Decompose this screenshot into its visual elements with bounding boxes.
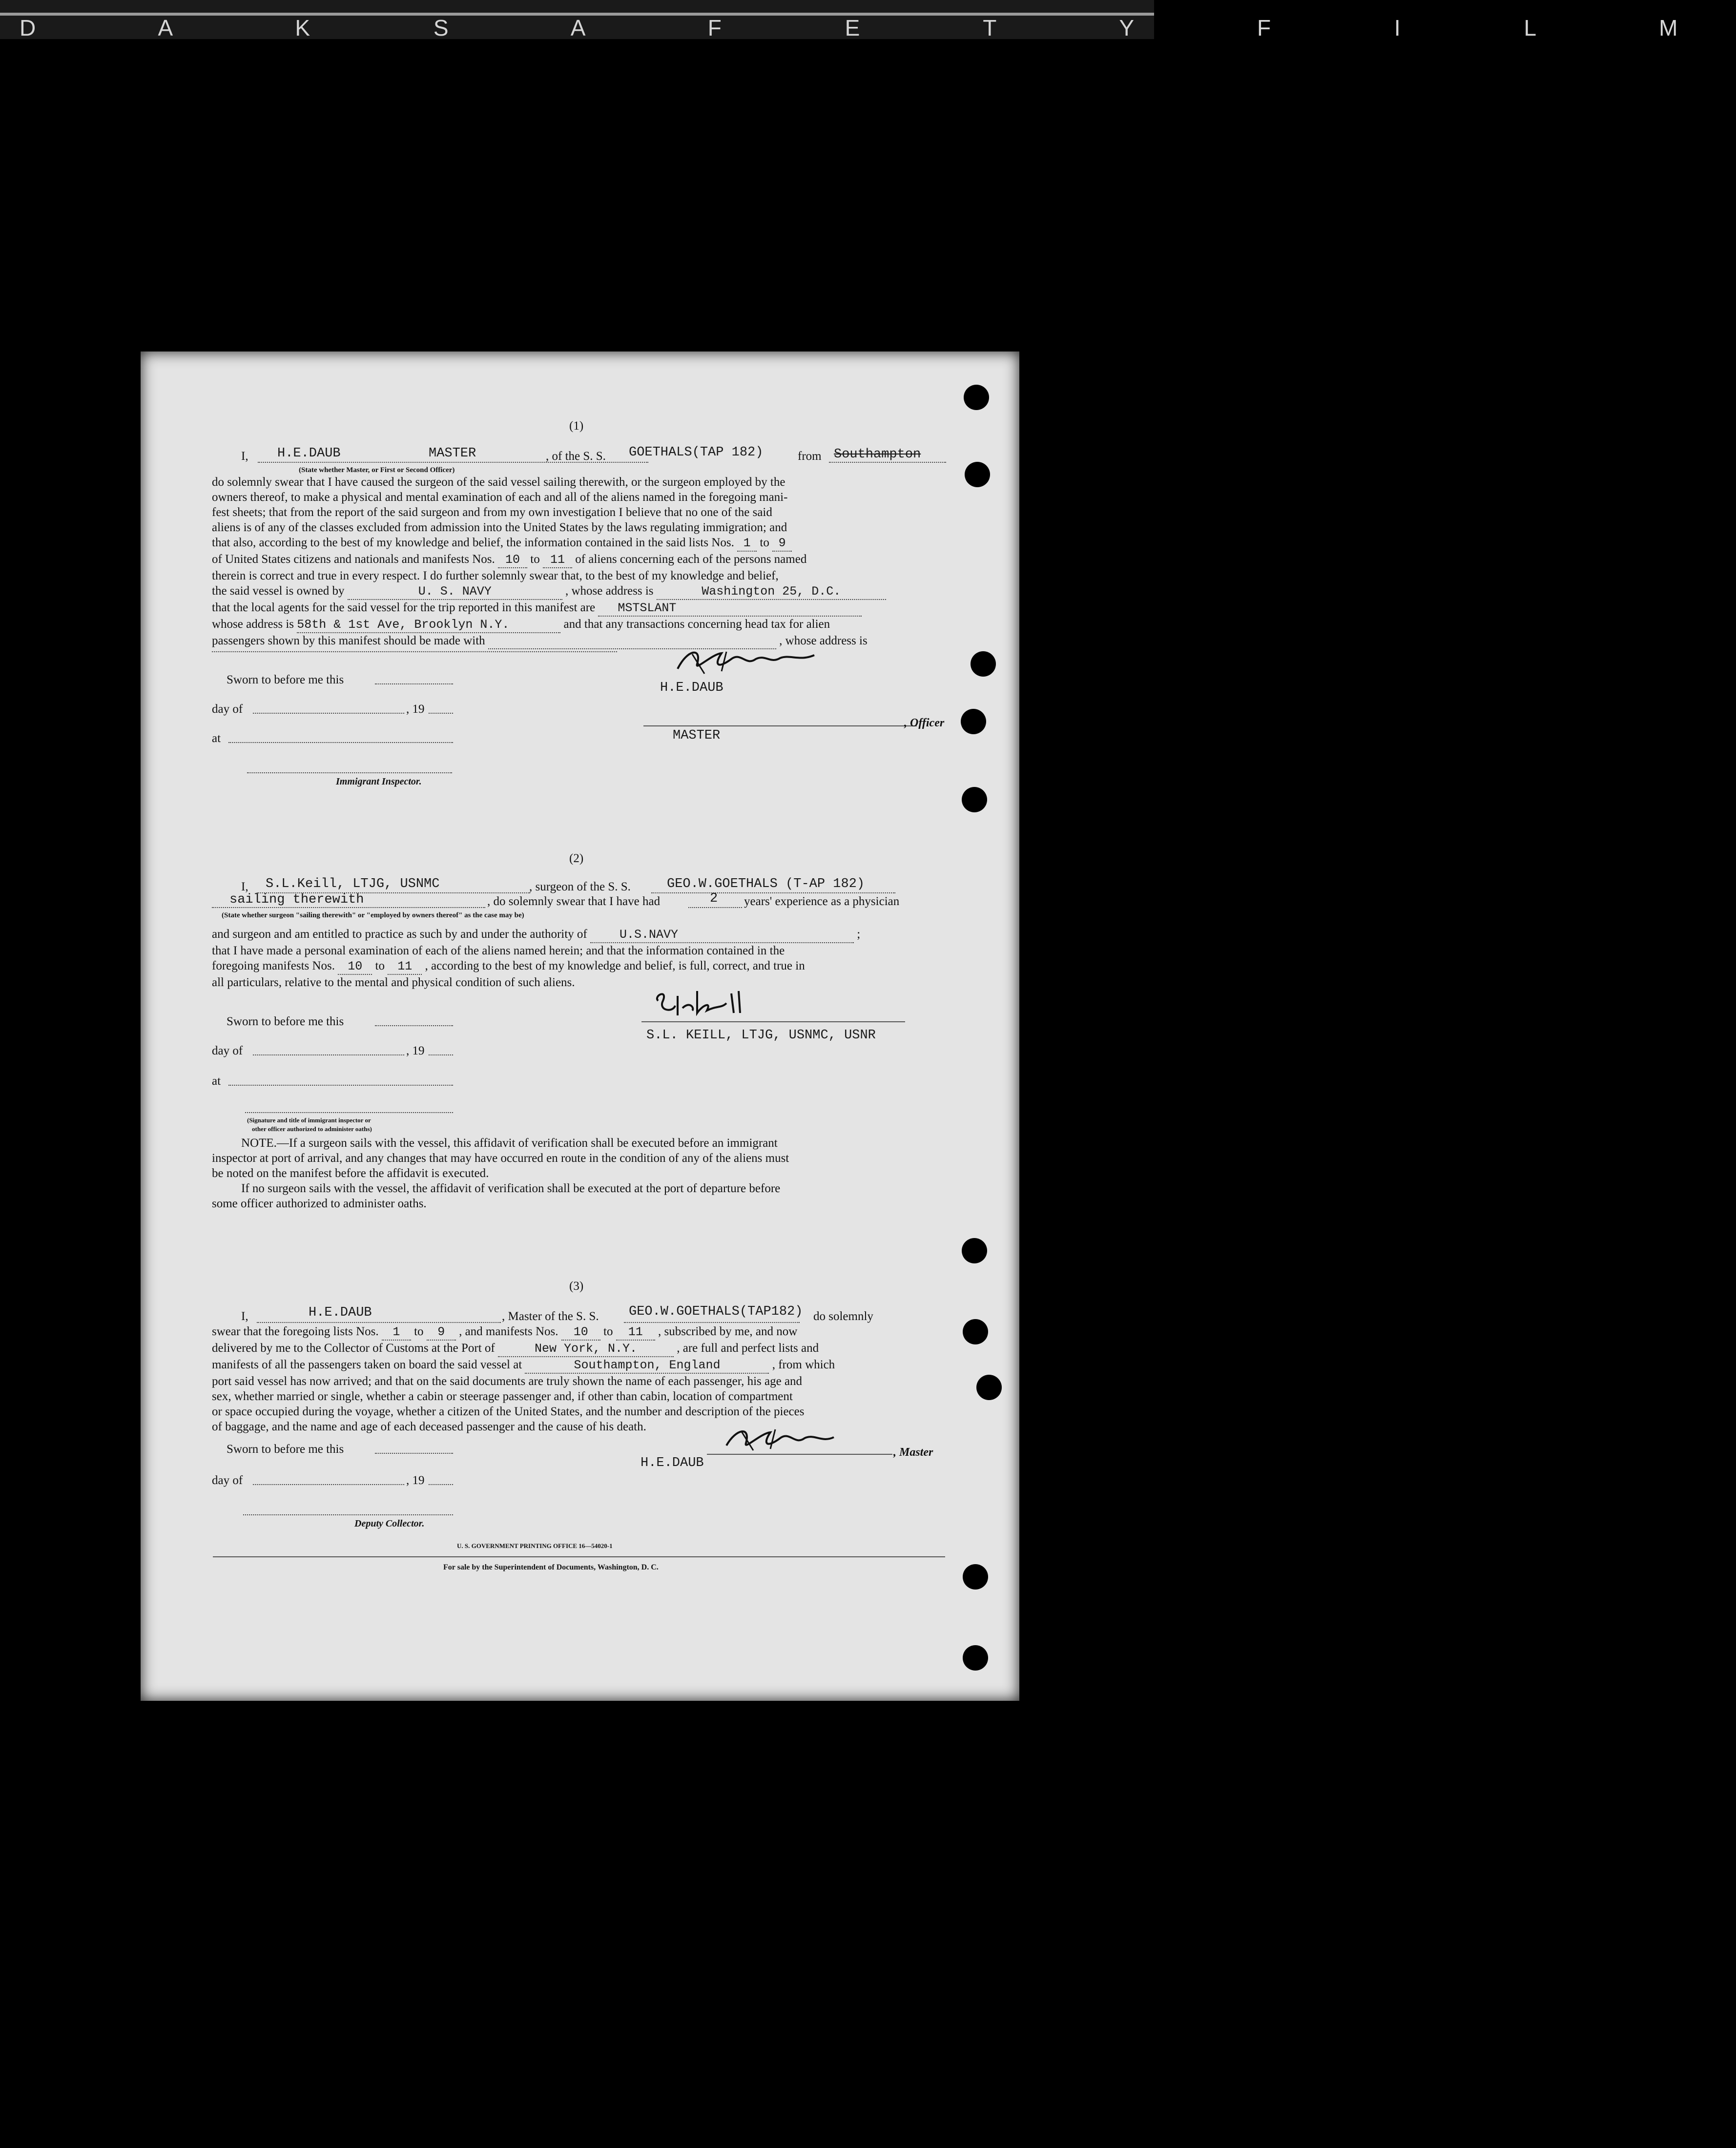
label-solemnly: do solemnly: [813, 1310, 873, 1323]
label-to: to: [603, 1325, 613, 1338]
surgeon-printed-name: S.L. KEILL, LTJG, USNMC, USNR: [646, 1028, 876, 1043]
gpo-imprint: U. S. GOVERNMENT PRINTING OFFICE 16—54020-1: [457, 1542, 613, 1549]
master-printed-name: H.E.DAUB: [660, 681, 723, 695]
para-text: foregoing manifests Nos.: [212, 959, 335, 972]
para-line: NOTE.—If a surgeon sails with the vessel, this affidavit of verification shall be executed before an immigrant: [241, 1136, 778, 1150]
day-of-label: day of: [212, 1474, 243, 1487]
para-text: of aliens concerning each of the persons named: [575, 553, 807, 566]
para-line: [212, 600, 949, 617]
day-of-label: day of: [212, 1044, 243, 1057]
para-text: , from which: [772, 1358, 835, 1371]
para-line: of baggage, and the name and age of each deceased passenger and the cause of his death.: [212, 1420, 646, 1433]
para-line: [212, 583, 949, 600]
para-line: aliens is of any of the classes excluded from admission into the United States by the laws regulating immigration; and: [212, 521, 787, 534]
section-1-number: (1): [569, 419, 584, 433]
para-line: [212, 535, 949, 552]
manifests-to: 11: [616, 1324, 655, 1341]
master-signature-line: [707, 1454, 892, 1455]
sworn-label: Sworn to before me this: [227, 1443, 344, 1456]
para-text: , according to the best of my knowledge and belief, is full, correct, and true in: [425, 959, 805, 972]
sworn-date-line: [375, 683, 453, 684]
officer-caption: , Officer: [904, 717, 945, 729]
collector-signature-line: [243, 1514, 453, 1515]
sworn-date-line: [375, 1453, 453, 1454]
punch-hole: [964, 385, 989, 410]
master-printed-name: H.E.DAUB: [641, 1456, 704, 1470]
surgeon-vessel: GEO.W.GOETHALS (T-AP 182): [667, 877, 865, 891]
manifests-to: 11: [543, 552, 572, 568]
label-to: to: [530, 553, 540, 566]
master-signature: [668, 644, 829, 679]
vessel-owner: U. S. NAVY: [348, 584, 562, 600]
at-label: at: [212, 1074, 221, 1088]
punch-hole: [963, 1645, 988, 1671]
para-line: [212, 552, 949, 568]
para-text: manifests of all the passengers taken on board the said vessel at: [212, 1358, 522, 1371]
capacity-note: (State whether surgeon "sailing therewith" or "employed by owners thereof" as the case may be): [222, 911, 524, 919]
section-3-paragraph: [212, 1324, 949, 1434]
at-line: [228, 742, 453, 743]
para-line: be noted on the manifest before the affidavit is executed.: [212, 1167, 489, 1180]
year-line: [429, 1484, 453, 1485]
arrival-port: New York, N.Y.: [498, 1341, 674, 1357]
para-text: and that any transactions concerning head tax for alien: [563, 618, 830, 631]
lists-from: 1: [737, 536, 757, 552]
punch-hole: [963, 1564, 988, 1590]
para-line: that I have made a personal examination of each of the aliens named herein; and that the information contained in the: [212, 944, 785, 957]
punch-hole: [961, 709, 986, 734]
para-line: fest sheets; that from the report of the said surgeon and from my own investigation I believe that no one of the said: [212, 506, 772, 519]
master-signature: [717, 1424, 863, 1453]
inspector-caption: Immigrant Inspector.: [336, 776, 422, 787]
para-line: [212, 1324, 949, 1341]
punch-hole: [976, 1375, 1002, 1400]
para-text: , subscribed by me, and now: [658, 1325, 798, 1338]
officer-signature-line: [643, 725, 917, 726]
year-label: , 19: [406, 1044, 425, 1057]
para-line: inspector at port of arrival, and any changes that may have occurred en route in the condition of any of the aliens must: [212, 1152, 789, 1165]
para-text: swear that the foregoing lists Nos.: [212, 1325, 379, 1338]
years-line: [688, 907, 742, 908]
para-text: , and manifests Nos.: [459, 1325, 558, 1338]
section-1-paragraph: [212, 475, 949, 649]
label-i: I,: [241, 450, 248, 463]
agents-address: 58th & 1st Ave, Brooklyn N.Y.: [297, 617, 560, 633]
para-text: that also, according to the best of my knowledge and belief, the information contained in the said lists Nos.: [212, 536, 734, 549]
para-text: of United States citizens and nationals and manifests Nos.: [212, 553, 495, 566]
master-rank: MASTER: [429, 446, 476, 461]
label-i: I,: [241, 1310, 248, 1323]
section-2-number: (2): [569, 852, 584, 865]
para-text: , whose address is: [565, 584, 654, 598]
manifests-from: 10: [498, 552, 527, 568]
address-continuation-line: [212, 651, 617, 652]
vessel-name: GOETHALS(TAP 182): [629, 445, 764, 460]
surgeon-signature-line: [641, 1021, 905, 1022]
label-from: from: [798, 450, 822, 463]
film-strip-text: D A K S A F E T Y F I L M: [20, 15, 1736, 41]
year-label: , 19: [406, 1474, 425, 1487]
para-line: [212, 617, 949, 633]
surgeon-capacity: sailing therewith: [229, 892, 364, 907]
manifests-from: 10: [561, 1324, 600, 1341]
surgeon-manifests-from: 10: [338, 959, 372, 975]
para-line: or space occupied during the voyage, whether a citizen of the United States, and the number and description of the pieces: [212, 1405, 805, 1418]
punch-hole: [965, 462, 990, 487]
rank-note: (State whether Master, or First or Second Officer): [299, 466, 455, 474]
sworn-date-line: [375, 1025, 453, 1026]
lists-to: 9: [427, 1324, 456, 1341]
para-text: and surgeon and am entitled to practice as such by and under the authority of: [212, 928, 587, 941]
years-experience: 2: [710, 891, 718, 906]
punch-hole: [963, 1319, 988, 1344]
surgeon-manifests-to: 11: [388, 959, 422, 975]
para-line: all particulars, relative to the mental and physical condition of such aliens.: [212, 976, 575, 989]
para-text: delivered by me to the Collector of Customs at the Port of: [212, 1342, 495, 1355]
para-text: , whose address is: [779, 634, 868, 647]
para-text: , are full and perfect lists and: [677, 1342, 819, 1355]
at-line: [228, 1085, 453, 1086]
collector-caption: Deputy Collector.: [354, 1518, 425, 1529]
para-line: some officer authorized to administer oaths.: [212, 1197, 427, 1210]
label-years: years' experience as a physician: [744, 895, 900, 908]
para-line: do solemnly swear that I have caused the surgeon of the said vessel sailing therewith, or the surgeon employed by the: [212, 475, 785, 489]
local-agents: MSTSLANT: [598, 600, 862, 617]
para-text: that the local agents for the said vessel for the trip reported in this manifest are: [212, 601, 596, 614]
para-text: passengers shown by this manifest should be made with: [212, 634, 485, 647]
owner-address: Washington 25, D.C.: [657, 584, 886, 600]
label-to: to: [375, 959, 385, 972]
punch-hole: [962, 787, 987, 812]
para-line: [212, 958, 949, 975]
sworn-label: Sworn to before me this: [227, 673, 344, 686]
para-line: [212, 1341, 949, 1357]
para-text: ;: [857, 928, 861, 941]
para-line: therein is correct and true in every respect. I do further solemnly swear that, to the best of my knowledge and belief,: [212, 569, 779, 582]
vessel-name: GEO.W.GOETHALS(TAP182): [629, 1304, 803, 1319]
label-swear: , do solemnly swear that I have had: [487, 895, 661, 908]
day-of-line: [253, 1054, 404, 1055]
para-line: If no surgeon sails with the vessel, the affidavit of verification shall be executed at the port of departure before: [241, 1182, 781, 1195]
year-line: [429, 713, 453, 714]
label-to: to: [760, 536, 769, 549]
label-i: I,: [241, 880, 248, 893]
punch-hole: [962, 1238, 987, 1263]
master-name: H.E.DAUB: [309, 1305, 372, 1320]
para-line: [212, 633, 949, 649]
manifest-affidavit-page: [141, 351, 1019, 1701]
para-line: owners thereof, to make a physical and mental examination of each and all of the aliens named in the foregoing mani-: [212, 491, 788, 504]
section-3-number: (3): [569, 1280, 584, 1293]
label-of-ss: , of the S. S.: [546, 450, 606, 463]
signature-note: other officer authorized to administer oaths): [252, 1125, 372, 1133]
para-line: [212, 927, 949, 943]
section-2-paragraph: [212, 927, 949, 990]
para-text: the said vessel is owned by: [212, 584, 345, 598]
day-of-label: day of: [212, 702, 243, 716]
vessel-line: [624, 1322, 800, 1323]
lists-to: 9: [772, 536, 792, 552]
para-line: port said vessel has now arrived; and that on the said documents are truly shown the name of each passenger, his age and: [212, 1375, 803, 1388]
day-of-line: [253, 1484, 404, 1485]
master-name: H.E.DAUB: [277, 446, 341, 461]
note-paragraph: [212, 1136, 949, 1211]
year-label: , 19: [406, 702, 425, 716]
footer-rule: [213, 1556, 945, 1557]
master-caption: , Master: [893, 1446, 933, 1459]
at-label: at: [212, 732, 221, 745]
master-printed-rank: MASTER: [673, 728, 721, 743]
day-of-line: [253, 713, 404, 714]
lists-from: 1: [382, 1324, 411, 1341]
surgeon-vessel-line: [651, 892, 895, 893]
year-line: [429, 1054, 453, 1055]
label-to: to: [414, 1325, 424, 1338]
signature-note: (Signature and title of immigrant inspector or: [247, 1116, 371, 1124]
para-line: [212, 1357, 949, 1374]
punch-hole: [971, 651, 996, 677]
para-text: whose address is: [212, 618, 294, 631]
surgeon-authority: U.S.NAVY: [590, 927, 854, 943]
para-line: sex, whether married or single, whether a cabin or steerage passenger and, if other than cabin, location of compartment: [212, 1390, 793, 1403]
label-surgeon-of: , surgeon of the S. S.: [529, 880, 631, 893]
sworn-label: Sworn to before me this: [227, 1015, 344, 1028]
master-name-line: [257, 1322, 501, 1323]
label-master-of: , Master of the S. S.: [502, 1310, 599, 1323]
embarkation-port: Southampton, England: [525, 1358, 769, 1374]
surgeon-name: S.L.Keill, LTJG, USNMC: [266, 877, 440, 891]
sale-notice: For sale by the Superintendent of Documents, Washington, D. C.: [443, 1563, 659, 1571]
departure-port: Southampton: [834, 447, 921, 462]
port-line: [829, 462, 946, 463]
inspector-signature-line: [247, 772, 452, 773]
surgeon-signature: [648, 981, 805, 1020]
